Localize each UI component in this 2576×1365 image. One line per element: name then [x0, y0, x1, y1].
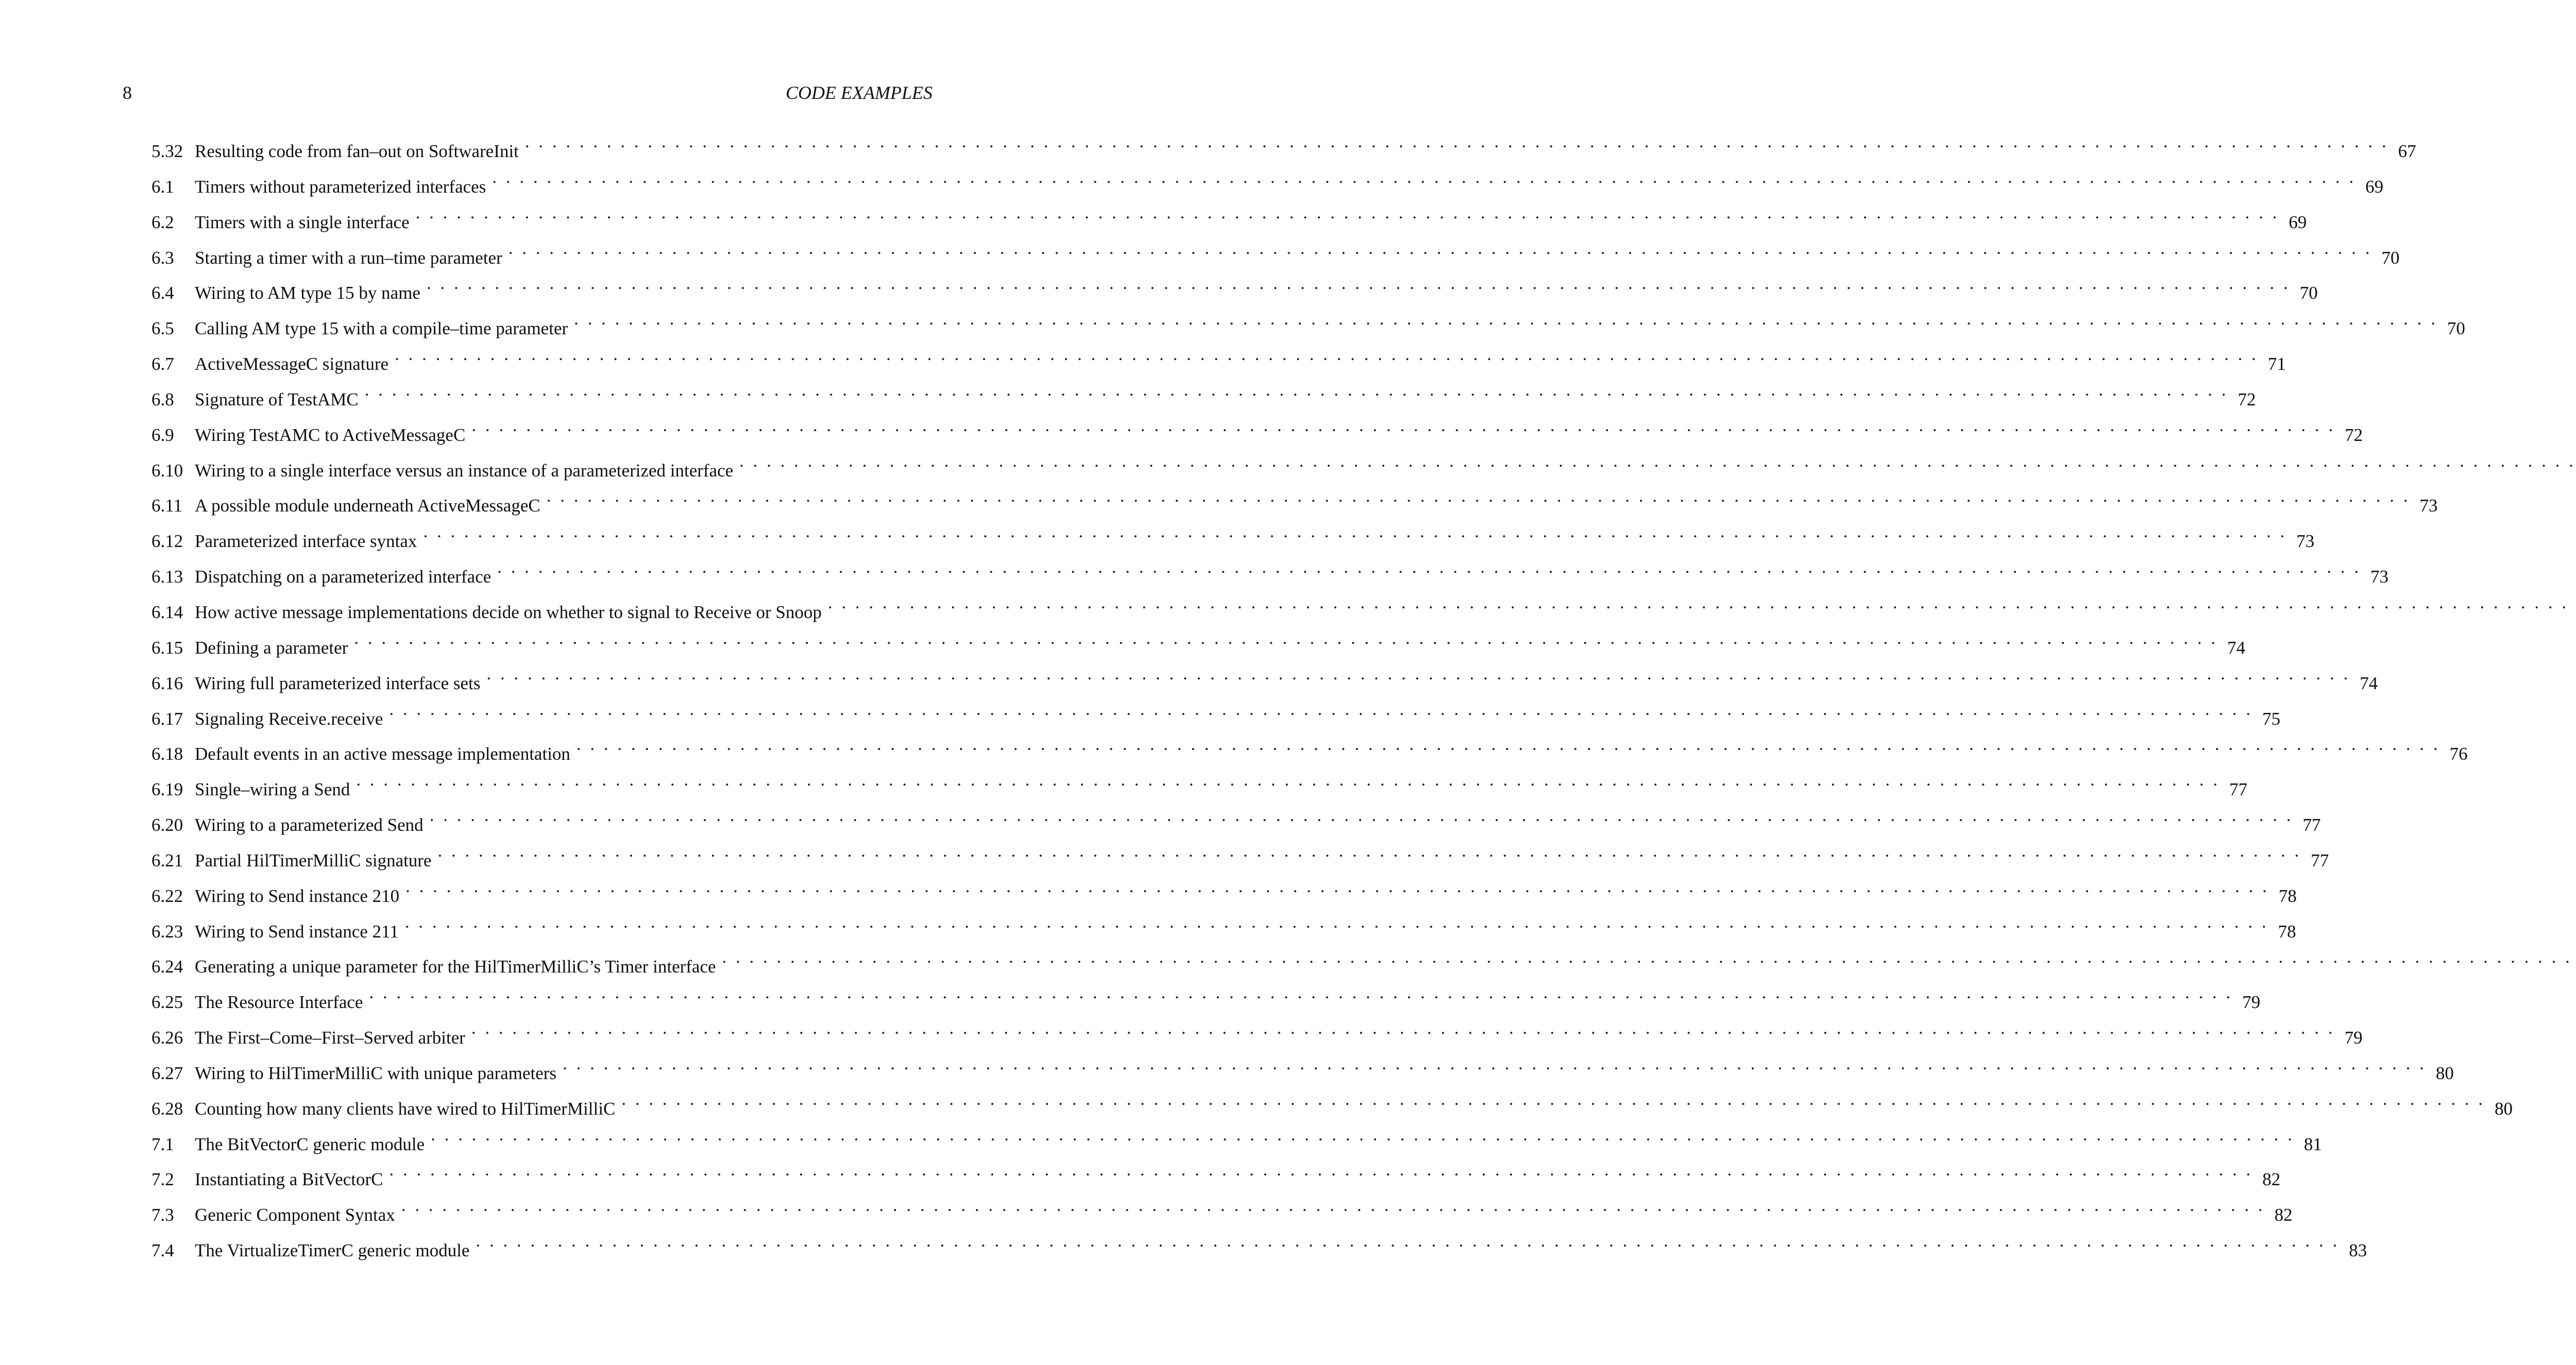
entry-title: Instantiating a BitVectorC [195, 1169, 383, 1190]
dot-leader [389, 1154, 2250, 1185]
entry-title: Wiring to AM type 15 by name [195, 283, 420, 303]
entry-page-number: 78 [2278, 921, 2296, 942]
entry-title: Timers without parameterized interfaces [195, 176, 486, 197]
entry-number: 6.24 [151, 957, 183, 977]
toc-entry[interactable] [151, 481, 2438, 516]
entry-number: 7.3 [151, 1205, 174, 1225]
entry-number: 6.25 [151, 992, 183, 1013]
dot-leader [828, 587, 2576, 618]
dot-leader [369, 977, 2230, 1008]
entry-page-number: 82 [2262, 1169, 2281, 1190]
entry-number: 6.8 [151, 389, 174, 410]
dot-leader [438, 835, 2299, 866]
entry-number: 6.18 [151, 744, 183, 764]
entry-number: 7.2 [151, 1169, 174, 1190]
toc-entry[interactable] [151, 1084, 2513, 1119]
entry-page-number: 70 [2381, 247, 2400, 268]
dot-leader [563, 1048, 2424, 1079]
toc-entry[interactable] [151, 1225, 2367, 1261]
entry-number: 6.22 [151, 885, 183, 906]
entry-number: 6.19 [151, 779, 183, 800]
entry-page-number: 77 [2311, 850, 2329, 871]
dot-leader [492, 162, 2353, 193]
entry-page-number: 80 [2435, 1063, 2454, 1083]
entry-number: 6.3 [151, 247, 174, 268]
toc-entry[interactable] [151, 339, 2286, 374]
toc-entry[interactable] [151, 516, 2315, 552]
entry-title: Defining a parameter [195, 637, 348, 658]
entry-number: 6.11 [151, 496, 182, 516]
entry-number: 7.4 [151, 1240, 174, 1261]
dot-leader [423, 516, 2284, 547]
entry-title: Wiring to Send instance 211 [195, 921, 399, 942]
dot-leader [401, 1190, 2263, 1221]
entry-page-number: 81 [2303, 1134, 2322, 1154]
toc-entry[interactable] [151, 410, 2363, 446]
entry-title: How active message implementations decide on whether to signal to Receive or Snoop [195, 602, 822, 622]
toc-entry[interactable] [151, 1154, 2281, 1190]
toc-entry[interactable] [151, 552, 2389, 587]
toc-entry[interactable] [151, 977, 2261, 1013]
entry-title: The VirtualizeTimerC generic module [195, 1240, 470, 1261]
toc-entry[interactable] [151, 623, 2246, 658]
entry-page-number: 80 [2495, 1098, 2513, 1119]
entry-page-number: 78 [2278, 885, 2297, 906]
entry-title: Resulting code from fan–out on SoftwareInit [195, 141, 519, 161]
entry-page-number: 75 [2262, 708, 2281, 729]
entry-title: ActiveMessageC signature [195, 354, 389, 374]
entry-number: 7.1 [151, 1134, 174, 1154]
entry-number: 6.14 [151, 602, 183, 622]
entry-page-number: 73 [2296, 531, 2315, 552]
entry-title: Wiring to Send instance 210 [195, 885, 400, 906]
entry-title: Dispatching on a parameterized interface [195, 567, 492, 587]
entry-number: 6.4 [151, 283, 174, 303]
toc-entry[interactable] [151, 942, 933, 977]
toc-entry[interactable] [151, 1048, 2454, 1084]
entry-title: Signaling Receive.receive [195, 708, 383, 729]
dot-leader [427, 268, 2288, 299]
entry-title: Wiring to a parameterized Send [195, 815, 423, 835]
entry-number: 6.16 [151, 673, 183, 693]
dot-leader [416, 197, 2277, 228]
entry-number: 6.13 [151, 567, 183, 587]
dot-leader [509, 233, 2370, 264]
entry-title: The First–Come–First–Served arbiter [195, 1028, 465, 1048]
toc-entry[interactable] [151, 446, 933, 481]
dot-leader [354, 623, 2215, 654]
running-head: CODE EXAMPLES [786, 82, 933, 103]
entry-page-number: 83 [2349, 1240, 2367, 1261]
entry-page-number: 82 [2274, 1205, 2293, 1225]
dot-leader [486, 658, 2348, 689]
entry-title: Generating a unique parameter for the HilTimerMilliC’s Timer interface [195, 957, 716, 977]
dot-leader [431, 1119, 2292, 1150]
entry-title: Parameterized interface syntax [195, 531, 417, 552]
entry-number: 6.9 [151, 424, 174, 445]
toc-entry[interactable] [151, 126, 2416, 162]
entry-title: Timers with a single interface [195, 212, 410, 232]
entry-page-number: 79 [2242, 992, 2261, 1013]
entry-page-number: 79 [2344, 1028, 2363, 1048]
toc-entry[interactable] [151, 835, 2329, 871]
dot-leader [395, 339, 2256, 370]
dot-leader [365, 374, 2226, 405]
code-examples-list [151, 126, 2513, 1261]
entry-title: The BitVectorC generic module [195, 1134, 425, 1154]
entry-title: A possible module underneath ActiveMessageC [195, 496, 540, 516]
dot-leader [471, 410, 2333, 441]
dot-leader [621, 1084, 2483, 1115]
toc-entry[interactable] [151, 764, 2248, 800]
dot-leader [356, 764, 2217, 795]
entry-page-number: 77 [2229, 779, 2248, 800]
toc-entry[interactable] [151, 374, 2256, 410]
toc-entry[interactable] [151, 658, 2378, 694]
dot-leader [471, 1013, 2333, 1044]
entry-title: Counting how many clients have wired to HilTimerMilliC [195, 1098, 616, 1119]
dot-leader [497, 552, 2359, 583]
dot-leader [739, 446, 2576, 476]
dot-leader [547, 481, 2408, 511]
toc-entry[interactable] [151, 268, 2318, 303]
entry-title: Starting a timer with a run–time parameter [195, 247, 502, 268]
entry-page-number: 76 [2449, 744, 2468, 764]
entry-page-number: 72 [2238, 389, 2256, 410]
entry-title: Single–wiring a Send [195, 779, 350, 800]
page-header [123, 77, 933, 108]
dot-leader [574, 303, 2435, 334]
entry-title: The Resource Interface [195, 992, 363, 1013]
entry-page-number: 77 [2302, 815, 2321, 835]
entry-page-number: 73 [2419, 496, 2438, 516]
toc-entry[interactable] [151, 729, 2468, 764]
entry-number: 6.7 [151, 354, 174, 374]
entry-page-number: 69 [2365, 176, 2384, 197]
entry-page-number: 69 [2289, 212, 2307, 232]
page-number: 8 [123, 82, 132, 103]
entry-page-number: 70 [2299, 283, 2318, 303]
dot-leader [476, 1225, 2337, 1256]
toc-entry[interactable] [151, 1013, 2363, 1048]
toc-entry[interactable] [151, 694, 2281, 729]
dot-leader [722, 942, 2576, 972]
entry-number: 6.1 [151, 176, 174, 197]
entry-title: Calling AM type 15 with a compile–time parameter [195, 318, 568, 339]
entry-number: 6.12 [151, 531, 183, 552]
entry-title: Wiring to a single interface versus an instance of a parameterized interface [195, 460, 734, 481]
entry-title: Generic Component Syntax [195, 1205, 395, 1225]
entry-page-number: 73 [2370, 567, 2389, 587]
entry-number: 6.21 [151, 850, 183, 871]
entry-title: Wiring to HilTimerMilliC with unique parameters [195, 1063, 557, 1083]
entry-number: 6.17 [151, 708, 183, 729]
entry-number: 6.27 [151, 1063, 183, 1083]
toc-entry[interactable] [151, 233, 2400, 268]
entry-number: 5.32 [151, 141, 183, 161]
toc-entry[interactable] [151, 1190, 2293, 1225]
entry-title: Default events in an active message implementation [195, 744, 570, 764]
entry-page-number: 74 [2227, 637, 2246, 658]
entry-title: Wiring full parameterized interface sets [195, 673, 481, 693]
dot-leader [405, 871, 2267, 902]
entry-number: 6.10 [151, 460, 183, 481]
toc-entry[interactable] [151, 587, 933, 623]
entry-title: Wiring TestAMC to ActiveMessageC [195, 424, 466, 445]
entry-number: 6.2 [151, 212, 174, 232]
toc-entry[interactable] [151, 800, 2321, 835]
entry-number: 6.15 [151, 637, 183, 658]
toc-entry[interactable] [151, 907, 2296, 942]
entry-page-number: 71 [2267, 354, 2286, 374]
entry-title: Signature of TestAMC [195, 389, 359, 410]
toc-entry[interactable] [151, 1119, 2322, 1155]
entry-title: Partial HilTimerMilliC signature [195, 850, 432, 871]
dot-leader [389, 694, 2250, 725]
entry-page-number: 70 [2447, 318, 2465, 339]
toc-entry[interactable] [151, 197, 2307, 233]
entry-number: 6.28 [151, 1098, 183, 1119]
entry-number: 6.5 [151, 318, 174, 339]
toc-entry[interactable] [151, 871, 2297, 907]
dot-leader [525, 126, 2386, 157]
dot-leader [577, 729, 2438, 760]
dot-leader [430, 800, 2291, 831]
entry-page-number: 72 [2345, 424, 2363, 445]
dot-leader [405, 907, 2266, 937]
toc-entry[interactable] [151, 303, 2465, 339]
toc-entry[interactable] [151, 162, 2384, 197]
entry-number: 6.26 [151, 1028, 183, 1048]
entry-number: 6.23 [151, 921, 183, 942]
entry-number: 6.20 [151, 815, 183, 835]
entry-page-number: 67 [2398, 141, 2416, 161]
entry-page-number: 74 [2360, 673, 2378, 693]
